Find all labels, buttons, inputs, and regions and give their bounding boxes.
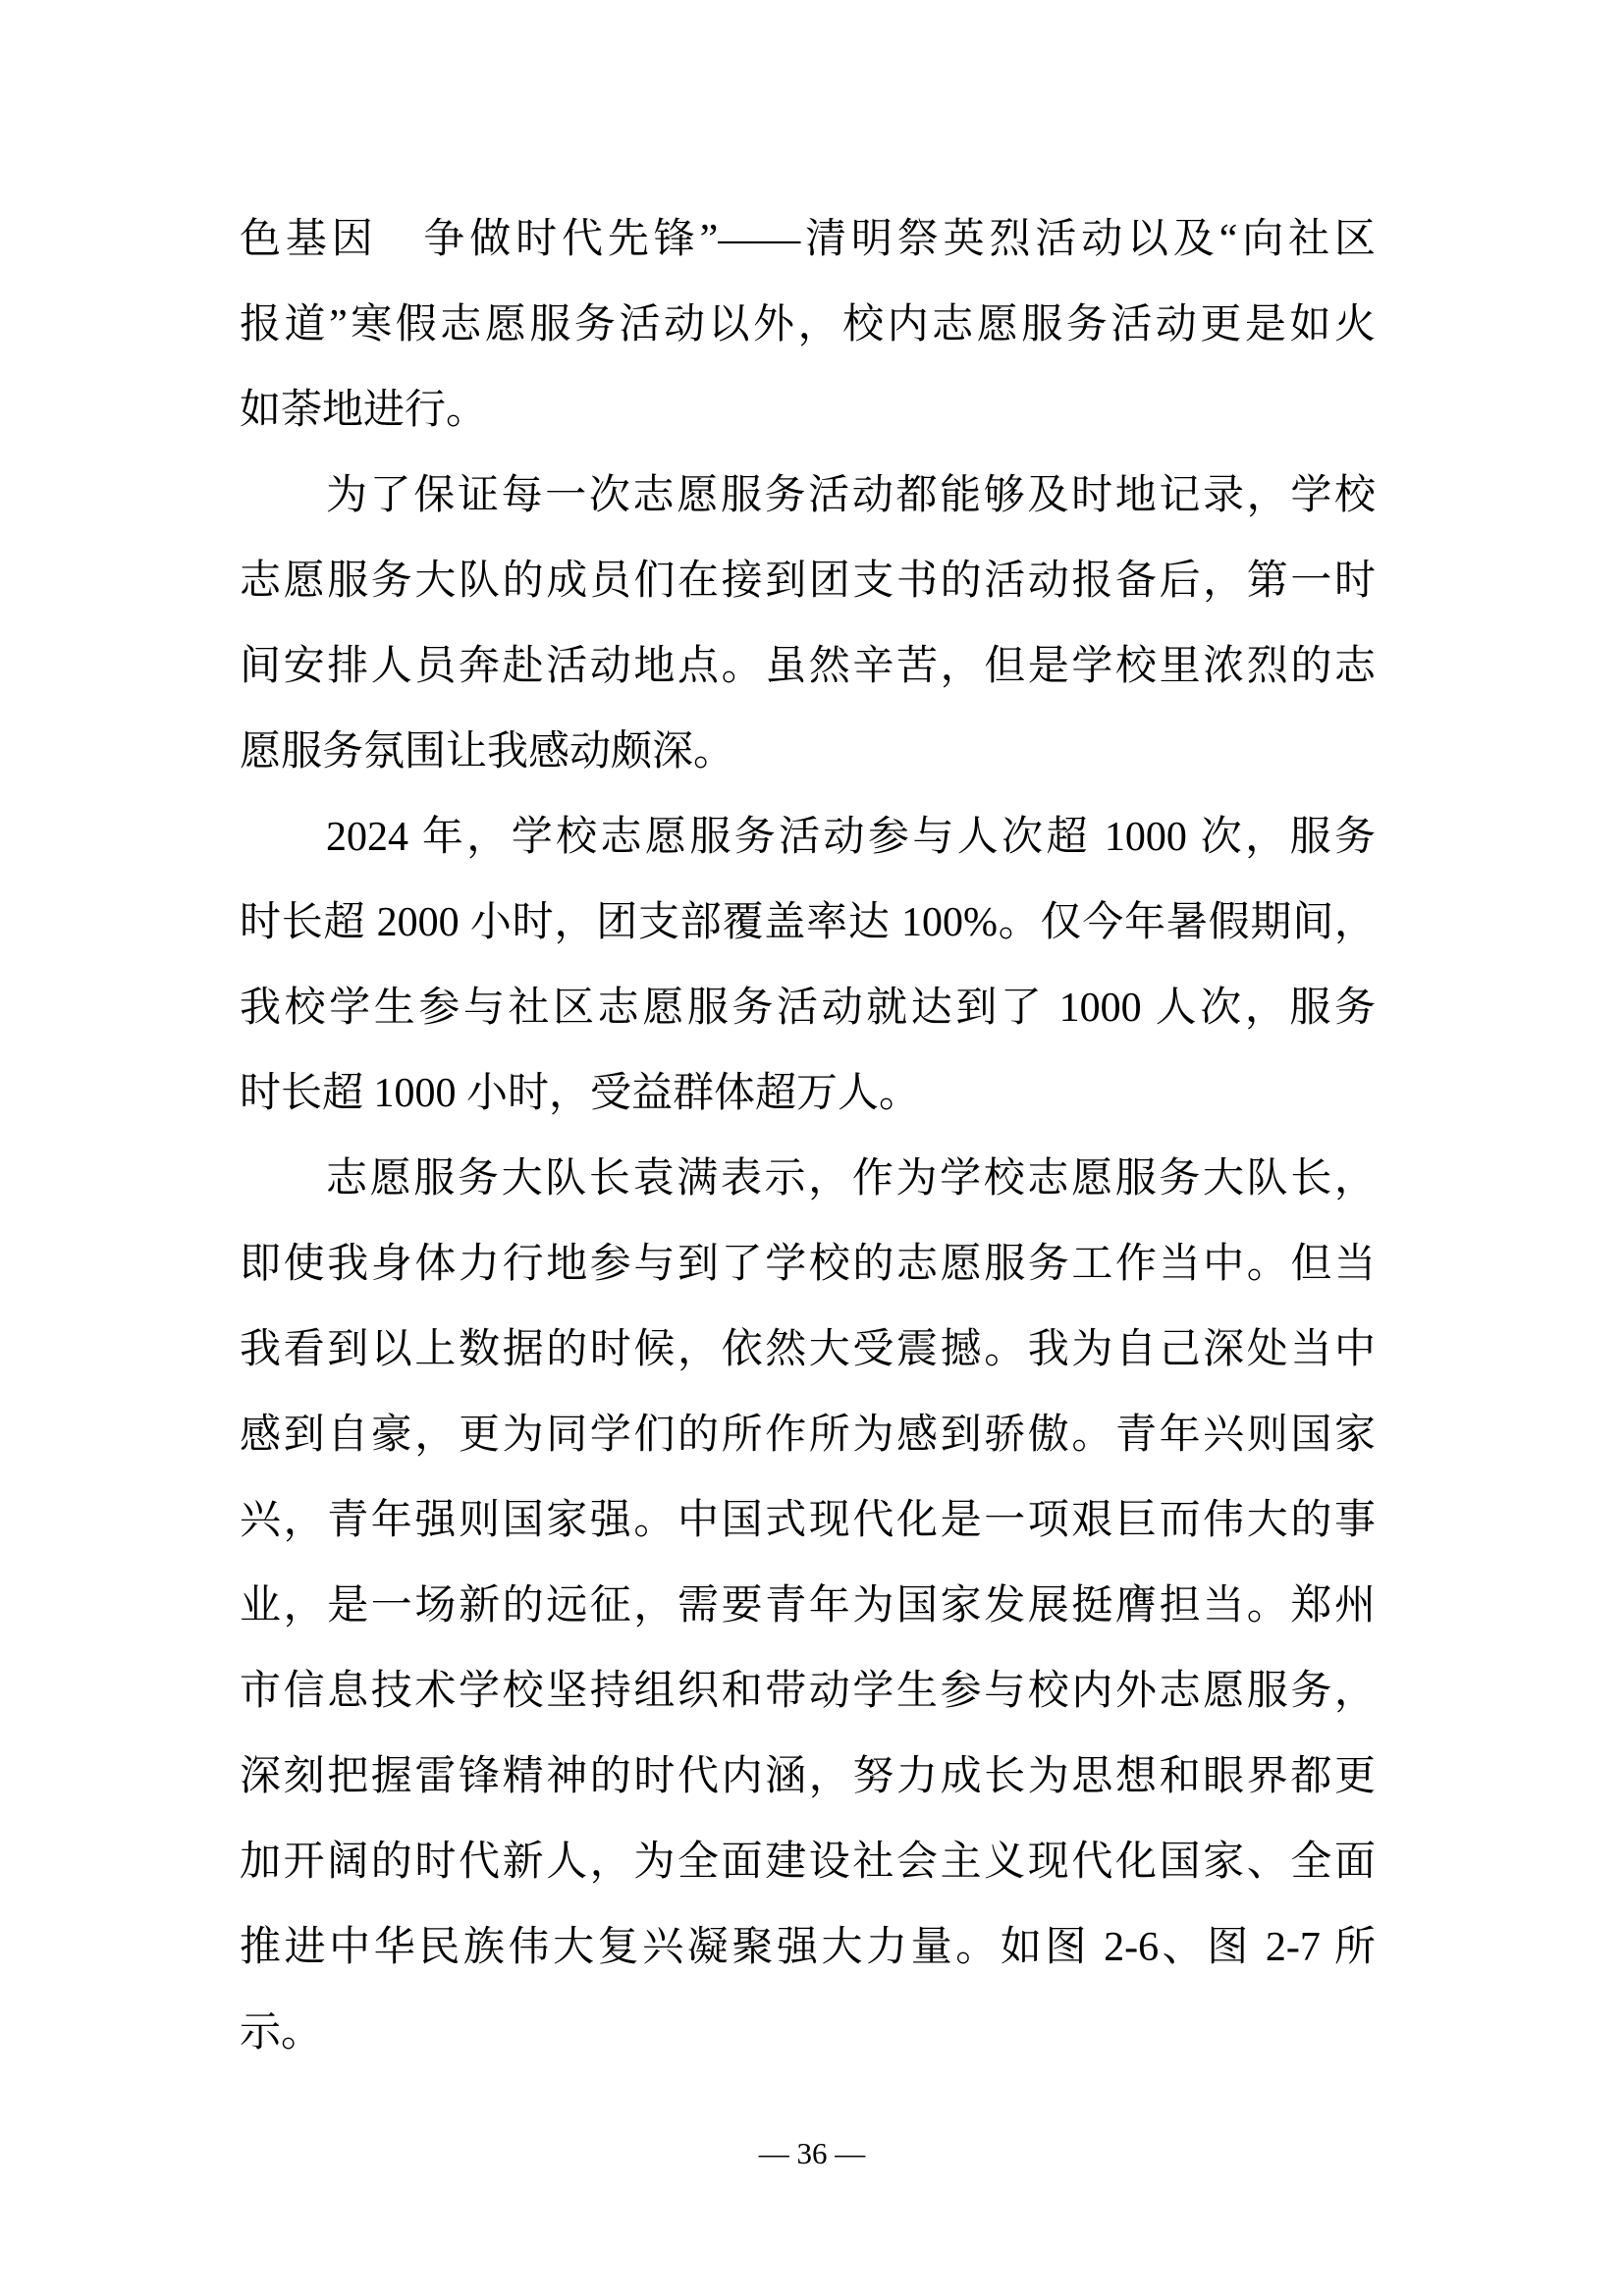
text-line: 我看到以上数据的时候，依然大受震撼。我为自己深处当中 (240, 1327, 1376, 1372)
page-footer (0, 2132, 1624, 2175)
text-line: 我校学生参与社区志愿服务活动就达到了 1000 人次，服务 (240, 986, 1376, 1031)
text-line: 如荼地进行。 (240, 388, 488, 433)
text-line: 推进中华民族伟大复兴凝聚强大力量。如图 2-6、图 2-7 所 (240, 1925, 1376, 1970)
text-line: 时长超 1000 小时，受益群体超万人。 (240, 1071, 921, 1116)
text-line: 兴，青年强则国家强。中国式现代化是一项艰巨而伟大的事 (240, 1498, 1376, 1543)
text-line: 时长超 2000 小时，团支部覆盖率达 100%。仅今年暑假期间， (240, 900, 1376, 945)
text-line: 愿服务氛围让我感动颇深。 (240, 729, 735, 774)
text-line: 志愿服务大队的成员们在接到团支书的活动报备后，第一时 (240, 559, 1376, 604)
text-line: 感到自豪，更为同学们的所作所为感到骄傲。青年兴则国家 (240, 1413, 1376, 1458)
text-line: 示。 (240, 2010, 323, 2056)
page-number: — 36 — (758, 2136, 866, 2170)
text-line: 志愿服务大队长袁满表示，作为学校志愿服务大队长， (326, 1156, 1376, 1201)
text-line: 报道”寒假志愿服务活动以外，校内志愿服务活动更是如火 (240, 302, 1376, 347)
text-line: 加开阔的时代新人，为全面建设社会主义现代化国家、全面 (240, 1840, 1376, 1885)
text-line: 市信息技术学校坚持组织和带动学生参与校内外志愿服务， (240, 1669, 1376, 1714)
document-body (240, 197, 1376, 2076)
text-line: 间安排人员奔赴活动地点。虽然辛苦，但是学校里浓烈的志 (240, 644, 1376, 689)
text-line: 2024 年，学校志愿服务活动参与人次超 1000 次，服务 (326, 815, 1376, 860)
text-line: 为了保证每一次志愿服务活动都能够及时地记录，学校 (326, 473, 1376, 518)
text-line: 色基因 争做时代先锋”——清明祭英烈活动以及“向社区 (240, 217, 1376, 262)
text-line: 业，是一场新的远征，需要青年为国家发展挺膺担当。郑州 (240, 1583, 1376, 1629)
text-line: 深刻把握雷锋精神的时代内涵，努力成长为思想和眼界都更 (240, 1754, 1376, 1799)
text-line: 即使我身体力行地参与到了学校的志愿服务工作当中。但当 (240, 1242, 1376, 1287)
